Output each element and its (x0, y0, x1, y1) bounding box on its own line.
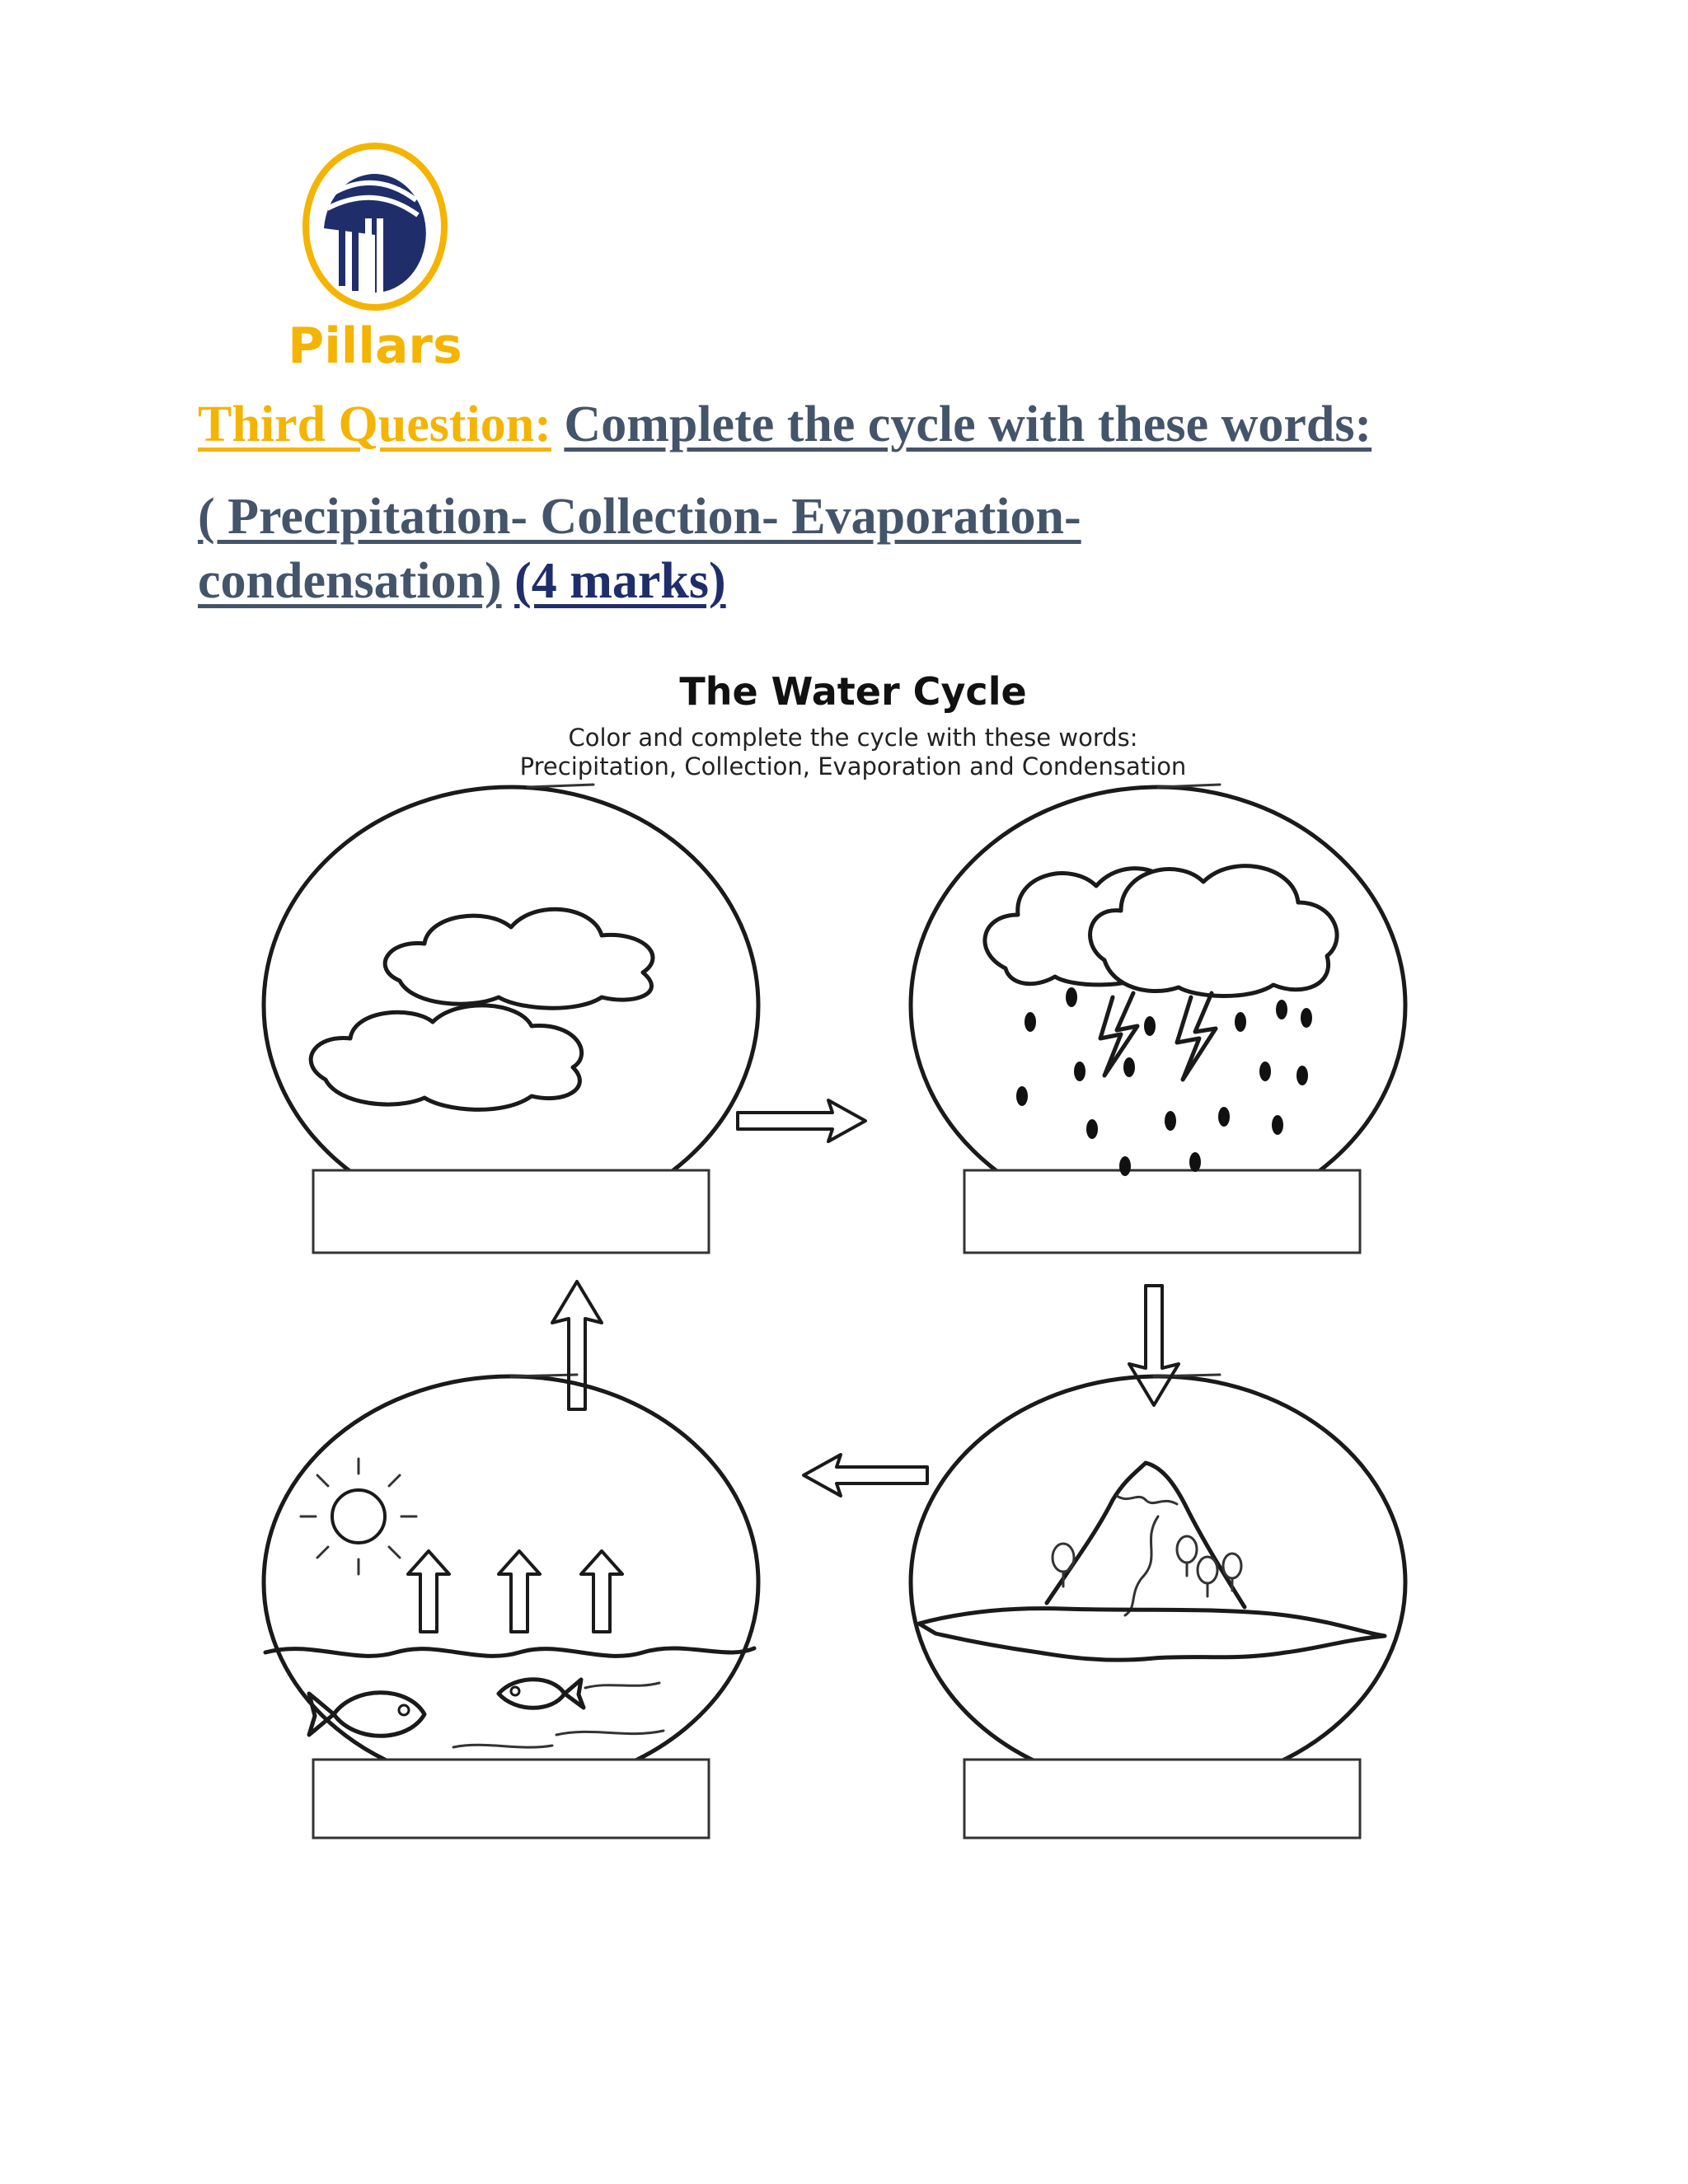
question-label: Third Question: (198, 396, 551, 452)
answer-box-2[interactable] (964, 1170, 1360, 1253)
mountain-icon (1047, 1463, 1245, 1615)
cloud-icon (311, 909, 653, 1109)
sun-icon (301, 1459, 416, 1574)
word-list-line-2 (198, 552, 726, 611)
water-cycle-worksheet (247, 659, 1459, 1879)
lake (919, 1609, 1385, 1661)
raindrops (1016, 987, 1312, 1176)
pillars-logo (284, 136, 466, 375)
answer-box-3[interactable] (313, 1760, 709, 1838)
arrow-icon (552, 1100, 1179, 1496)
storm-cloud-icon (985, 866, 1337, 1080)
question-heading (198, 396, 1372, 454)
word-list-line-1 (198, 488, 1081, 546)
fish-icon (309, 1680, 584, 1736)
globe-precipitation (911, 785, 1405, 1253)
sea-surface (265, 1648, 754, 1656)
globe-collection (911, 1375, 1405, 1838)
worksheet-subtitle-1: Color and complete the cycle with these words: (568, 724, 1138, 752)
evaporation-arrows (408, 1551, 622, 1632)
answer-box-1[interactable] (313, 1170, 709, 1253)
logo-wordmark: Pillars (288, 317, 462, 375)
globe-condensation (264, 785, 758, 1253)
question-instruction: Complete the cycle with these words: (564, 396, 1372, 452)
word-list-a: ( Precipitation- Collection- Evaporation- (198, 489, 1081, 545)
worksheet-subtitle-2: Precipitation, Collection, Evaporation and Condensation (519, 752, 1187, 780)
worksheet-title: The Water Cycle (679, 669, 1027, 714)
globe-evaporation (264, 1375, 758, 1838)
word-list-b: condensation) (198, 553, 502, 609)
marks-label: (4 marks) (514, 553, 726, 609)
answer-box-4[interactable] (964, 1760, 1360, 1838)
